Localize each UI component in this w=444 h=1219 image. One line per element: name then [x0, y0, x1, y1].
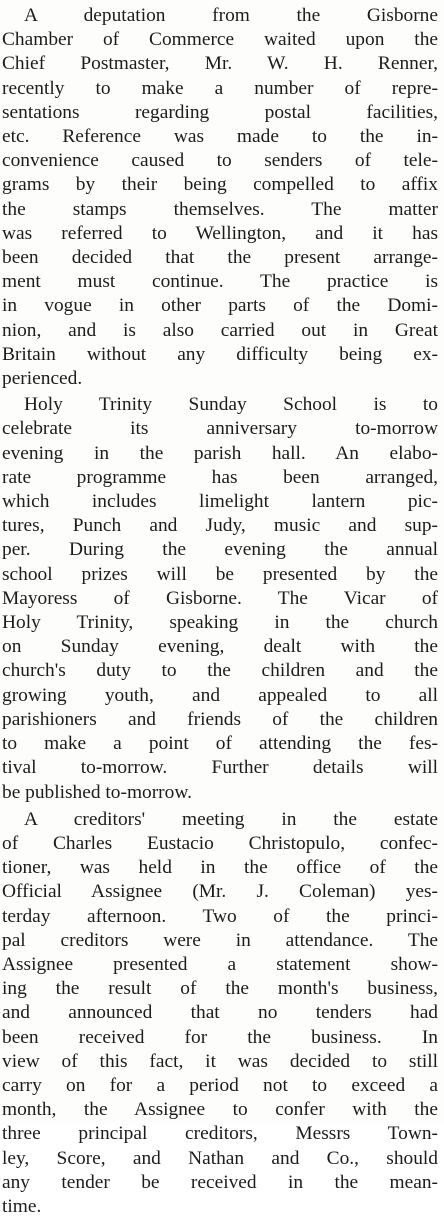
paragraph-sunday-school [2, 393, 438, 804]
text-line: ment must continue. The practice is [2, 271, 438, 293]
text-line: church's duty to the children and the [2, 660, 438, 682]
paragraph-postal-facilities [2, 4, 438, 391]
text-line: per. During the evening the annual [2, 539, 438, 561]
text-line: growing youth, and appealed to all [2, 684, 438, 706]
text-line: celebrate its anniversary to-morrow [2, 418, 438, 440]
text-line: the stamps themselves. The matter [2, 198, 438, 220]
text-line: ing the result of the month's business, [2, 978, 438, 1000]
text-line: pal creditors were in attendance. The [2, 929, 438, 951]
text-line: ley, Score, and Nathan and Co., should [2, 1147, 438, 1169]
text-line: view of this fact, it was decided to still [2, 1050, 438, 1072]
text-line: of Charles Eustacio Christopulo, confec- [2, 832, 438, 854]
text-line: and announced that no tenders had [2, 1002, 438, 1024]
text-line: grams by their being compelled to affix [2, 174, 438, 196]
text-line: tioner, was held in the office of the [2, 857, 438, 879]
text-line: recently to make a number of repre- [2, 77, 438, 99]
text-line: Britain without any difficulty being ex- [2, 343, 438, 365]
text-line: was referred to Wellington, and it has [2, 222, 438, 244]
text-line: three principal creditors, Messrs Town- [2, 1123, 438, 1145]
text-line: month, the Assignee to confer with the [2, 1099, 438, 1121]
text-line: convenience caused to senders of tele- [2, 150, 438, 172]
text-line: Chamber of Commerce waited upon the [2, 29, 438, 51]
text-line: time. [2, 1195, 42, 1217]
text-line: rate programme has been arranged, [2, 466, 438, 488]
paragraph-creditors-meeting [2, 808, 438, 1219]
text-line: been received for the business. In [2, 1026, 438, 1048]
text-line: A deputation from the Gisborne [24, 5, 438, 26]
text-line: which includes limelight lantern pic- [2, 491, 438, 513]
text-line: nion, and is also carried out in Great [2, 319, 438, 341]
text-line: Chief Postmaster, Mr. W. H. Renner, [2, 53, 438, 75]
text-line: terday afternoon. Two of the princi- [2, 905, 438, 927]
text-line: Official Assignee (Mr. J. Coleman) yes- [2, 881, 438, 903]
text-line: evening in the parish hall. An elabo- [2, 442, 438, 464]
text-line: to make a point of attending the fes- [2, 733, 438, 755]
text-line: parishioners and friends of the children [2, 708, 438, 730]
text-line: any tender be received in the mean- [2, 1171, 438, 1193]
text-line: A creditors' meeting in the estate [24, 808, 438, 830]
text-line: sentations regarding postal facilities, [2, 101, 438, 123]
text-line: been decided that the present arrange- [2, 247, 438, 269]
text-line: Assignee presented a statement show- [2, 953, 438, 975]
text-line: etc. Reference was made to the in- [2, 126, 438, 148]
text-line: Holy Trinity, speaking in the church [2, 612, 438, 634]
text-line: perienced. [2, 368, 83, 390]
text-line: in vogue in other parts of the Domi- [2, 295, 438, 317]
text-line: tival to-morrow. Further details will [2, 757, 438, 779]
text-line: tures, Punch and Judy, music and sup- [2, 515, 438, 537]
text-line: on Sunday evening, dealt with the [2, 636, 438, 658]
text-line: carry on for a period not to exceed a [2, 1074, 438, 1096]
text-line: school prizes will be presented by the [2, 563, 438, 585]
text-line: Mayoress of Gisborne. The Vicar of [2, 587, 438, 609]
text-line: be published to-morrow. [2, 781, 192, 803]
text-line: Holy Trinity Sunday School is to [24, 394, 438, 416]
